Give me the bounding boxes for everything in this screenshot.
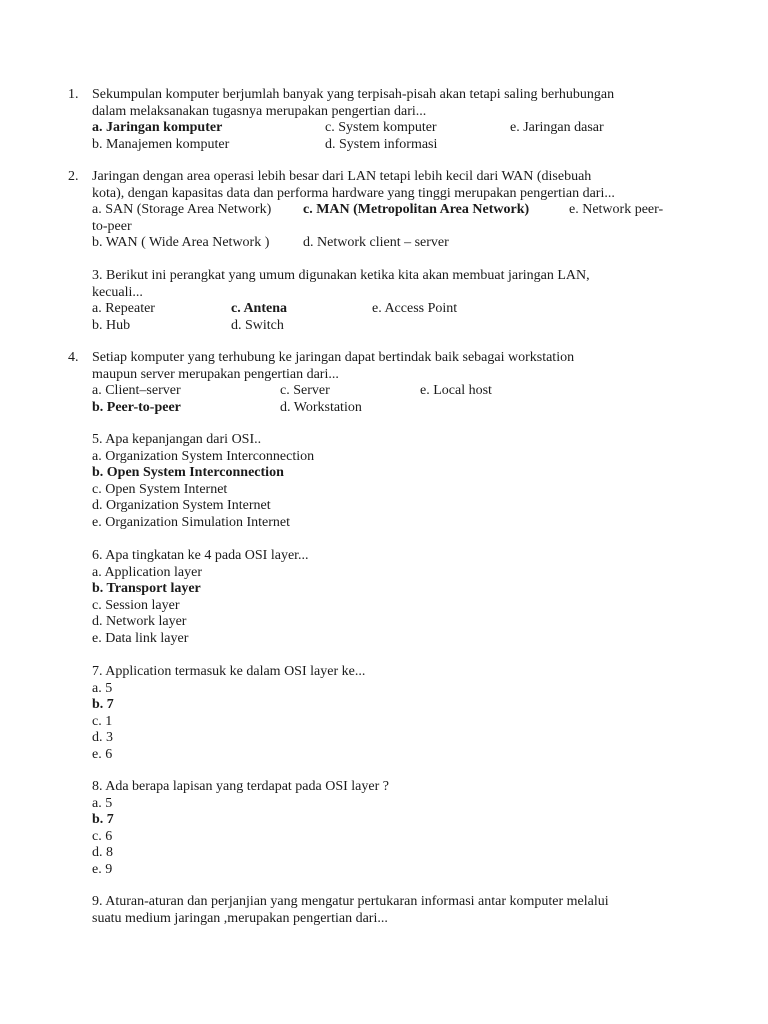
question-1-option-d: d. System informasi [325,136,438,152]
question-2-options-row-1 [92,202,692,219]
question-1-options-row-2 [92,137,692,154]
question-1-option-c: c. System komputer [325,120,437,136]
question-7-option-c: c. 1 [92,713,113,729]
question-8-option-e: e. 9 [92,861,113,877]
question-3-option-d: d. Switch [231,317,284,333]
question-6 [92,548,692,648]
question-1-option-a: a. Jaringan komputer [92,120,223,136]
question-6-option-d: d. Network layer [92,614,187,630]
question-4-number: 4. [68,350,79,365]
question-4 [92,350,692,416]
question-8-option-c: c. 6 [92,828,113,844]
question-6-option-c: c. Session layer [92,597,180,613]
question-7-option-a: a. 5 [92,680,113,696]
question-2-option-e-continued: to-peer [92,218,132,234]
question-3-option-b: b. Hub [92,317,131,333]
question-4-stem-line-1: Setiap komputer yang terhubung ke jaringan dapat bertindak baik sebagai workstation [92,350,575,365]
question-1-stem-line-2: dalam melaksanakan tugasnya merupakan pengertian dari... [92,103,427,119]
question-1-option-e: e. Jaringan dasar [510,120,604,136]
question-8-option-b: b. 7 [92,812,114,828]
question-5-option-d: d. Organization System Internet [92,498,271,514]
question-6-option-a: a. Application layer [92,564,203,580]
question-4-options-row-2 [92,400,692,417]
question-1-options-row-1 [92,120,692,137]
question-2-option-b: b. WAN ( Wide Area Network ) [92,235,270,251]
question-2-options-row-2 [92,235,692,252]
question-6-option-e: e. Data link layer [92,630,189,646]
question-2-stem-line-1: Jaringan dengan area operasi lebih besar dari LAN tetapi lebih kecil dari WAN (disebuah [92,169,592,184]
question-8-option-d: d. 8 [92,845,113,861]
question-2-option-e: e. Network peer- [569,202,664,218]
question-7-option-e: e. 6 [92,746,113,762]
question-1 [92,87,692,153]
question-5 [92,432,692,532]
question-3 [92,268,692,334]
question-3-option-e: e. Access Point [372,301,458,317]
question-9-stem-line-2: suatu medium jaringan ,merupakan pengertian dari... [92,910,388,926]
question-5-option-e: e. Organization Simulation Internet [92,514,291,530]
question-5-option-a: a. Organization System Interconnection [92,448,315,464]
question-3-stem-line-2: kecuali... [92,284,143,300]
question-5-option-c: c. Open System Internet [92,481,228,497]
question-7-option-d: d. 3 [92,730,113,746]
question-2-option-d: d. Network client – server [303,235,449,251]
question-3-options-row-1 [92,301,692,318]
question-6-option-b: b. Transport layer [92,581,201,597]
question-1-option-b: b. Manajemen komputer [92,136,230,152]
question-2-number: 2. [68,169,79,184]
question-4-option-b: b. Peer-to-peer [92,399,181,415]
question-2 [92,169,692,252]
question-4-stem-line-2: maupun server merupakan pengertian dari... [92,366,339,382]
question-3-options-row-2 [92,318,692,335]
question-7-stem: 7. Application termasuk ke dalam OSI layer ke... [92,664,366,679]
question-7-option-b: b. 7 [92,697,114,713]
question-5-option-b: b. Open System Interconnection [92,465,284,481]
question-4-option-c: c. Server [280,383,330,399]
question-1-number: 1. [68,87,79,102]
question-3-option-a: a. Repeater [92,301,155,317]
question-8 [92,779,692,879]
question-1-stem-line-1: Sekumpulan komputer berjumlah banyak yang terpisah-pisah akan tetapi saling berhubungan [92,87,615,102]
question-4-option-a: a. Client–server [92,383,181,399]
question-8-option-a: a. 5 [92,795,113,811]
question-4-option-e: e. Local host [420,383,492,399]
question-5-stem: 5. Apa kepanjangan dari OSI.. [92,432,262,447]
question-7 [92,664,692,764]
question-6-stem: 6. Apa tingkatan ke 4 pada OSI layer... [92,548,309,563]
question-9-stem-line-1: 9. Aturan-aturan dan perjanjian yang mengatur pertukaran informasi antar komputer melalui [92,894,609,909]
question-4-options-row-1 [92,383,692,400]
question-3-stem-line-1: 3. Berikut ini perangkat yang umum digunakan ketika kita akan membuat jaringan LAN, [92,268,590,283]
question-2-option-a: a. SAN (Storage Area Network) [92,202,272,218]
question-8-stem: 8. Ada berapa lapisan yang terdapat pada OSI layer ? [92,779,389,794]
question-9 [92,894,692,927]
question-4-option-d: d. Workstation [280,399,362,415]
question-2-stem-line-2: kota), dengan kapasitas data dan performa hardware yang tinggi merupakan pengertian dari... [92,185,615,201]
question-2-option-c: c. MAN (Metropolitan Area Network) [303,202,530,218]
question-3-option-c: c. Antena [231,301,287,317]
